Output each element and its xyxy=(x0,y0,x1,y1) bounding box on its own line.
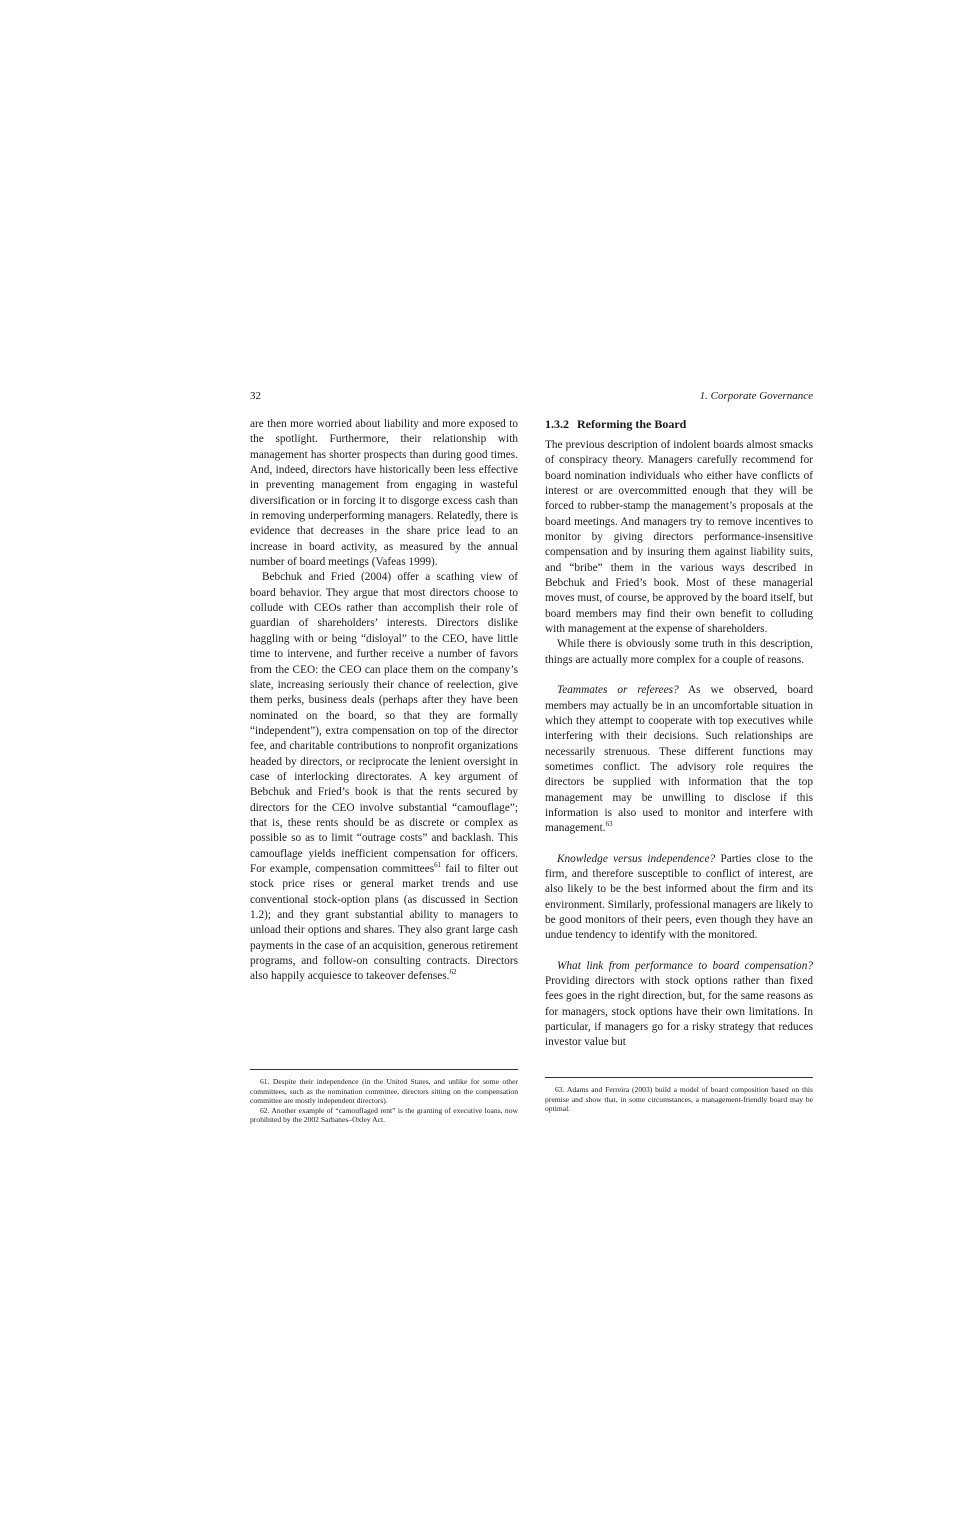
footnote-63: 63. Adams and Ferreira (2003) build a model of board composition based on this premise and show that, in some circumstances, a management-friendly board may be optimal. xyxy=(545,1085,813,1114)
paragraph-text: As we observed, board members may actually be in an uncomfortable situation in which they attempt to cooperate with top executives while interfering with their decisions. Such relationships are necessarily strenuous. These different functions may sometimes conflict. The advisory role requires the directors be supplied with information that the top management may be unwilling to disclose if this information is also used to monitor and interfere with management. xyxy=(545,684,814,835)
paragraph: are then more worried about liability and more exposed to the spotlight. Furthermore, their relationship with management has shorter prospects than during good times. And, indeed, directors have historically been less effective in preventing management from engaging in wasteful diversification or in forcing it to disgorge excess cash than in removing underperforming managers. Relatedly, there is evidence that decreases in the share price lead to an increase in board activity, as measured by the annual number of board meetings (Vafeas 1999). xyxy=(250,418,518,569)
run-in-heading: What link from performance to board compensation? xyxy=(557,959,813,972)
page-number: 32 xyxy=(250,390,261,402)
run-in-heading: Teammates or referees? xyxy=(557,684,679,697)
paragraph xyxy=(545,959,813,1051)
footnote-ref-63[interactable]: 63 xyxy=(605,820,613,829)
footnote-ref-61[interactable]: 61 xyxy=(434,860,442,869)
paragraph: While there is obviously some truth in this description, things are actually more complex for a couple of reasons. xyxy=(545,638,813,666)
paragraph-text: Providing directors with stock options rather than fixed fees goes in the right direction, but, for the same reasons as for managers, stock options have their own limitations. In particular, if managers go for a risky strategy that reduces investor value but xyxy=(545,975,813,1049)
section-heading xyxy=(545,417,813,432)
paragraph xyxy=(545,683,813,836)
right-column-text xyxy=(545,417,813,1069)
paragraph-text: Parties close to the firm, and therefore susceptible to conflict of interest, are also likely to be the best informed about the firm and its environment. Similarly, professional managers are likely to be good monitors of their peers, even though they have an undue tendency to identify with the monitored. xyxy=(545,852,814,942)
chapter-title: 1. Corporate Governance xyxy=(699,390,813,402)
footnote-ref-62[interactable]: 62 xyxy=(449,968,457,977)
section-number: 1.3.2 xyxy=(545,417,569,431)
left-column-text xyxy=(250,417,518,1069)
footnotes-left xyxy=(250,1069,518,1125)
footnotes-right xyxy=(545,1077,813,1114)
footnote-62: 62. Another example of “camouflaged rent” is the granting of executive loans, now prohibited by the 2002 Sarbanes–Oxley Act. xyxy=(250,1105,518,1125)
footnote-rule xyxy=(545,1077,813,1078)
paragraph xyxy=(545,852,813,944)
footnote-61: 61. Despite their independence (in the United States, and unlike for some other committees, such as the nomination committee, directors sitting on the compensation committee are mostly independent directors). xyxy=(250,1077,518,1106)
paragraph xyxy=(250,570,518,984)
run-in-heading: Knowledge versus independence? xyxy=(557,852,716,865)
paragraph-text: Bebchuk and Fried (2004) offer a scathing view of board behavior. They argue that most directors choose to collude with CEOs rather than accomplish their role of guardian of shareholders’ interests. Directors dislike haggling with or being “disloyal” to the CEO, have little time to intervene, and further receive a number of favors from the CEO: the CEO can place them on the company’s slate, increasing seriously their chance of reelection, give them perks, business deals (perhaps after they have been nominated on the board, so that they are formally “independent”), extra compensation on top of the director fee, and charitable contributions to nonprofit organizations headed by directors, or reciprocate the lenient oversight in case of interlocking directorates. A key argument of Bebchuk and Fried’s book is that the rents secured by directors for the CEO involve substantial “camouflage”; that is, these rents should be as discrete or complex as possible so as to limit “outrage costs” and backlash. This camouflage yields inefficient compensation for officers. For example, compensation committees xyxy=(250,571,518,875)
running-head xyxy=(250,388,813,404)
section-title: Reforming the Board xyxy=(577,417,687,431)
paragraph-text: fail to filter out stock price rises or general market trends and use conventional stock-option plans (as discussed in Section 1.2); and they grant substantial ability to managers to unload their options and shares. They also grant large cash payments in the case of an acquisition, generous retirement programs, and follow-on consulting contracts. Directors also happily acquiesce to takeover defenses. xyxy=(250,862,519,983)
paragraph: The previous description of indolent boards almost smacks of conspiracy theory. Managers carefully recommend for board nomination individuals who either have conflicts of interest or are overcommitted enough that they will be forced to rubber-stamp the management’s proposals at the board meetings. And managers try to remove incentives to monitor by giving directors performance-insensitive compensation and by insuring them against liability suits, and “bribe” them in the various ways described in Bebchuk and Fried’s book. Most of these managerial moves must, of course, be approved by the board itself, but board members may find their own benefit to colluding with management at the expense of shareholders. xyxy=(545,439,813,636)
footnote-rule xyxy=(250,1069,518,1070)
left-column xyxy=(250,417,518,1125)
right-column xyxy=(545,417,813,1114)
